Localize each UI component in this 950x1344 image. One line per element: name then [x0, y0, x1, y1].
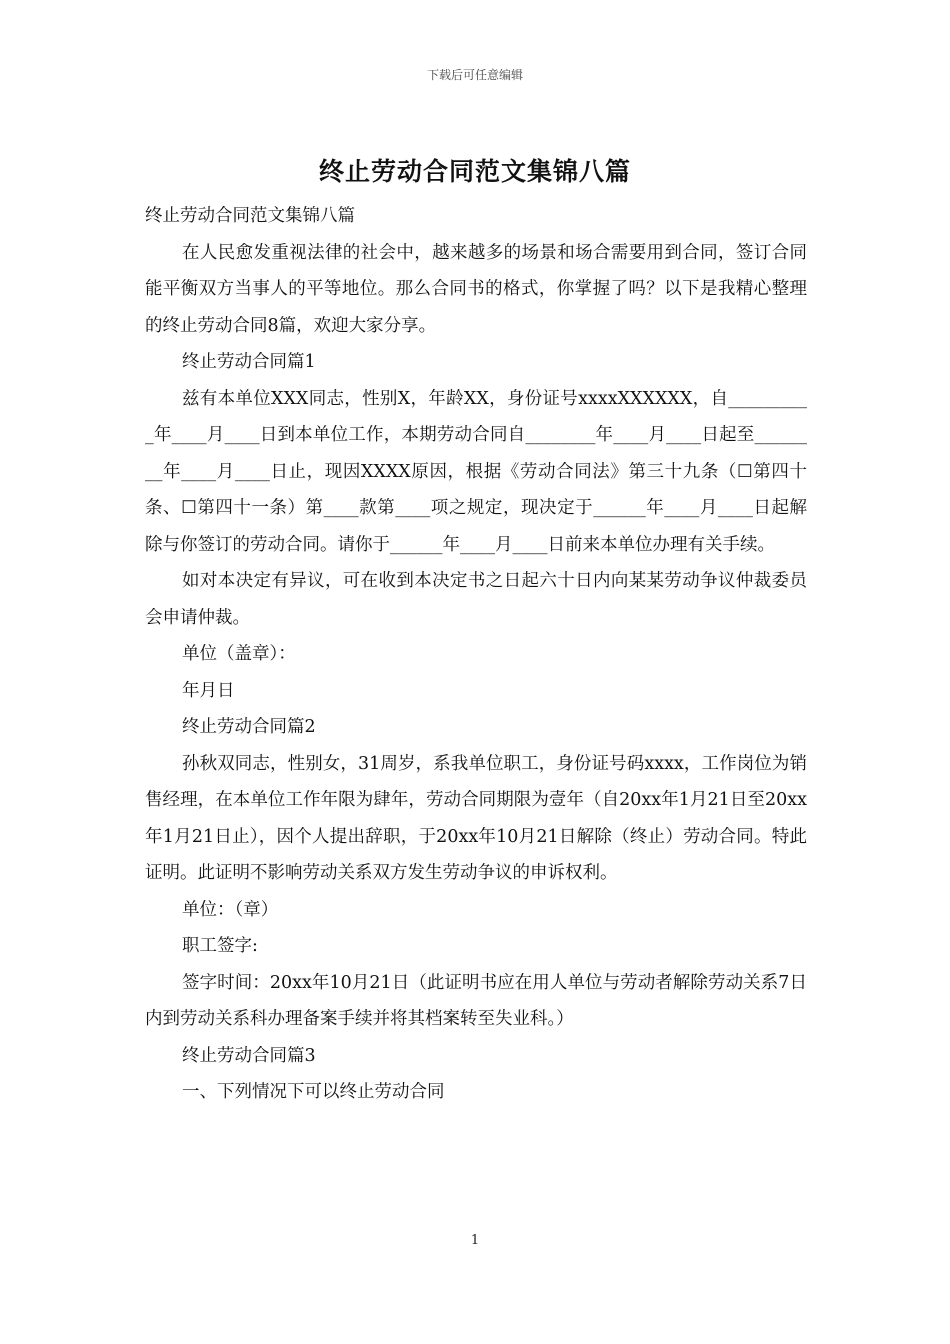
body-paragraph: 孙秋双同志，性别女，31周岁，系我单位职工，身份证号码xxxx，工作岗位为销售经理，在本单位工作年限为肆年，劳动合同期限为壹年（自20xx年1月21日至20xx年1月21日止），因个人提出辞职，于20xx年10月21日解除（终止）劳动合同。特此证明。此证明不影响劳动关系双方发生劳动争议的申诉权利。 [145, 753, 807, 883]
header-note: 下载后可任意编辑 [426, 68, 523, 82]
date-line: 年月日 [182, 680, 235, 701]
section-heading: 终止劳动合同篇1 [182, 352, 316, 372]
signature-line: 职工签字: [182, 936, 258, 956]
section-heading: 终止劳动合同篇2 [182, 717, 316, 737]
body-paragraph: 一、下列情况下可以终止劳动合同 [182, 1082, 445, 1102]
signature-line: 单位（盖章）： [182, 644, 296, 664]
document-title: 终止劳动合同范文集锦八篇 [318, 157, 631, 186]
page-number: 1 [470, 1233, 480, 1248]
body-paragraph: 终止劳动合同范文集锦八篇 [145, 206, 355, 226]
body-paragraph: 在人民愈发重视法律的社会中，越来越多的场景和场合需要用到合同，签订合同能平衡双方当事人的平等地位。那么合同书的格式，你掌握了吗？以下是我精心整理的终止劳动合同8篇，欢迎大家分享。 [145, 242, 807, 336]
body-paragraph: 兹有本单位XXX同志，性别X，年龄XX，身份证号xxxxXXXXXX，自__________年____月____日到本单位工作，本期劳动合同自________年____月____日起至________年____月____日止，现因XXXX原因，根据《劳动合同法》第三十九条（☐第四十条、☐第四十一条）第____款第____项之规定，现决定于______年____月____日起解除与你签订的劳动合同。请你于______年____月____日前来本单位办理有关手续。 [145, 388, 807, 555]
body-paragraph: 如对本决定有异议，可在收到本决定书之日起六十日内向某某劳动争议仲裁委员会申请仲裁。 [145, 571, 807, 628]
body-paragraph: 签字时间：20xx年10月21日（此证明书应在用人单位与劳动者解除劳动关系7日内到劳动关系科办理备案手续并将其档案转至失业科。） [145, 972, 807, 1029]
signature-line: 单位：（章） [182, 899, 279, 920]
section-heading: 终止劳动合同篇3 [182, 1045, 316, 1066]
document-body [145, 198, 807, 1111]
